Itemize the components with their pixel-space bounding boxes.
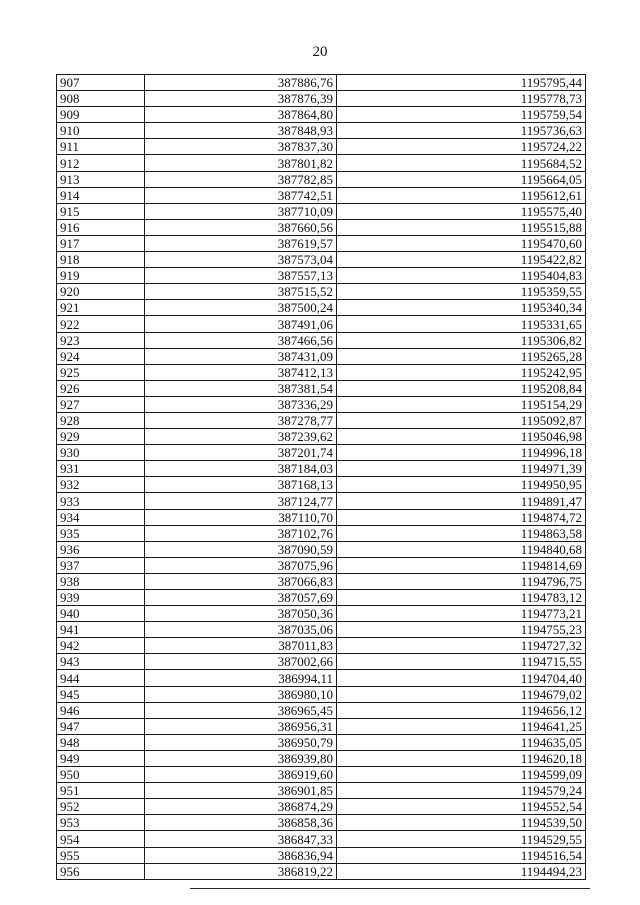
table-row: [57, 541, 586, 557]
y-coordinate-cell: 1194996,18: [337, 445, 586, 461]
x-coordinate-cell: 387002,66: [145, 654, 337, 670]
table-row: [57, 670, 586, 686]
y-coordinate-cell: 1194656,12: [337, 702, 586, 718]
table-row: [57, 268, 586, 284]
y-coordinate-cell: 1195208,84: [337, 380, 586, 396]
point-number-cell: 916: [57, 219, 145, 235]
table-row: [57, 123, 586, 139]
x-coordinate-cell: 387011,83: [145, 638, 337, 654]
table-row: [57, 252, 586, 268]
y-coordinate-cell: 1195795,44: [337, 75, 586, 91]
table-row: [57, 654, 586, 670]
x-coordinate-cell: 386956,31: [145, 718, 337, 734]
coordinates-table-body: [57, 75, 586, 880]
x-coordinate-cell: 386950,79: [145, 734, 337, 750]
y-coordinate-cell: 1194863,58: [337, 525, 586, 541]
x-coordinate-cell: 387864,80: [145, 107, 337, 123]
x-coordinate-cell: 387515,52: [145, 284, 337, 300]
x-coordinate-cell: 387660,56: [145, 219, 337, 235]
point-number-cell: 944: [57, 670, 145, 686]
x-coordinate-cell: 387491,06: [145, 316, 337, 332]
point-number-cell: 917: [57, 235, 145, 251]
table-row: [57, 300, 586, 316]
table-row: [57, 622, 586, 638]
table-row: [57, 750, 586, 766]
x-coordinate-cell: 387848,93: [145, 123, 337, 139]
point-number-cell: 936: [57, 541, 145, 557]
table-row: [57, 573, 586, 589]
point-number-cell: 956: [57, 863, 145, 879]
y-coordinate-cell: 1195404,83: [337, 268, 586, 284]
y-coordinate-cell: 1194599,09: [337, 767, 586, 783]
table-row: [57, 831, 586, 847]
y-coordinate-cell: 1194814,69: [337, 557, 586, 573]
point-number-cell: 922: [57, 316, 145, 332]
point-number-cell: 913: [57, 171, 145, 187]
point-number-cell: 911: [57, 139, 145, 155]
point-number-cell: 924: [57, 348, 145, 364]
x-coordinate-cell: 387710,09: [145, 203, 337, 219]
y-coordinate-cell: 1194796,75: [337, 573, 586, 589]
table-row: [57, 75, 586, 91]
table-row: [57, 767, 586, 783]
table-row: [57, 155, 586, 171]
point-number-cell: 923: [57, 332, 145, 348]
table-row: [57, 107, 586, 123]
point-number-cell: 930: [57, 445, 145, 461]
y-coordinate-cell: 1195515,88: [337, 219, 586, 235]
y-coordinate-cell: 1195359,55: [337, 284, 586, 300]
point-number-cell: 910: [57, 123, 145, 139]
x-coordinate-cell: 387278,77: [145, 412, 337, 428]
table-row: [57, 638, 586, 654]
table-row: [57, 557, 586, 573]
x-coordinate-cell: 387500,24: [145, 300, 337, 316]
x-coordinate-cell: 387782,85: [145, 171, 337, 187]
y-coordinate-cell: 1194635,05: [337, 734, 586, 750]
point-number-cell: 933: [57, 493, 145, 509]
x-coordinate-cell: 386847,33: [145, 831, 337, 847]
x-coordinate-cell: 387431,09: [145, 348, 337, 364]
x-coordinate-cell: 386919,60: [145, 767, 337, 783]
table-row: [57, 445, 586, 461]
table-row: [57, 380, 586, 396]
footer-rule: [190, 888, 590, 889]
x-coordinate-cell: 386858,36: [145, 815, 337, 831]
table-row: [57, 509, 586, 525]
x-coordinate-cell: 387239,62: [145, 429, 337, 445]
coordinates-table: [56, 74, 586, 880]
table-row: [57, 734, 586, 750]
y-coordinate-cell: 1194641,25: [337, 718, 586, 734]
y-coordinate-cell: 1194874,72: [337, 509, 586, 525]
x-coordinate-cell: 386901,85: [145, 783, 337, 799]
point-number-cell: 943: [57, 654, 145, 670]
y-coordinate-cell: 1194727,32: [337, 638, 586, 654]
point-number-cell: 926: [57, 380, 145, 396]
x-coordinate-cell: 387619,57: [145, 235, 337, 251]
point-number-cell: 947: [57, 718, 145, 734]
y-coordinate-cell: 1195306,82: [337, 332, 586, 348]
point-number-cell: 939: [57, 590, 145, 606]
y-coordinate-cell: 1195265,28: [337, 348, 586, 364]
x-coordinate-cell: 387124,77: [145, 493, 337, 509]
y-coordinate-cell: 1195340,34: [337, 300, 586, 316]
table-row: [57, 364, 586, 380]
y-coordinate-cell: 1194539,50: [337, 815, 586, 831]
y-coordinate-cell: 1195778,73: [337, 91, 586, 107]
table-row: [57, 91, 586, 107]
y-coordinate-cell: 1195092,87: [337, 412, 586, 428]
point-number-cell: 925: [57, 364, 145, 380]
point-number-cell: 942: [57, 638, 145, 654]
y-coordinate-cell: 1194679,02: [337, 686, 586, 702]
table-row: [57, 332, 586, 348]
point-number-cell: 937: [57, 557, 145, 573]
y-coordinate-cell: 1194529,55: [337, 831, 586, 847]
point-number-cell: 909: [57, 107, 145, 123]
table-row: [57, 348, 586, 364]
point-number-cell: 946: [57, 702, 145, 718]
page-number: 20: [312, 44, 328, 60]
x-coordinate-cell: 386939,80: [145, 750, 337, 766]
table-row: [57, 477, 586, 493]
x-coordinate-cell: 387035,06: [145, 622, 337, 638]
x-coordinate-cell: 387557,13: [145, 268, 337, 284]
x-coordinate-cell: 386994,11: [145, 670, 337, 686]
x-coordinate-cell: 387184,03: [145, 461, 337, 477]
y-coordinate-cell: 1194950,95: [337, 477, 586, 493]
table-row: [57, 847, 586, 863]
x-coordinate-cell: 386836,94: [145, 847, 337, 863]
table-row: [57, 219, 586, 235]
y-coordinate-cell: 1195046,98: [337, 429, 586, 445]
x-coordinate-cell: 387102,76: [145, 525, 337, 541]
x-coordinate-cell: 387412,13: [145, 364, 337, 380]
point-number-cell: 935: [57, 525, 145, 541]
y-coordinate-cell: 1195331,65: [337, 316, 586, 332]
table-row: [57, 686, 586, 702]
point-number-cell: 951: [57, 783, 145, 799]
point-number-cell: 919: [57, 268, 145, 284]
table-row: [57, 284, 586, 300]
x-coordinate-cell: 387110,70: [145, 509, 337, 525]
point-number-cell: 948: [57, 734, 145, 750]
x-coordinate-cell: 387466,56: [145, 332, 337, 348]
point-number-cell: 914: [57, 187, 145, 203]
point-number-cell: 921: [57, 300, 145, 316]
x-coordinate-cell: 387801,82: [145, 155, 337, 171]
y-coordinate-cell: 1195684,52: [337, 155, 586, 171]
table-row: [57, 171, 586, 187]
x-coordinate-cell: 387090,59: [145, 541, 337, 557]
table-row: [57, 493, 586, 509]
x-coordinate-cell: 387573,04: [145, 252, 337, 268]
table-row: [57, 316, 586, 332]
point-number-cell: 949: [57, 750, 145, 766]
y-coordinate-cell: 1194516,54: [337, 847, 586, 863]
y-coordinate-cell: 1195612,61: [337, 187, 586, 203]
y-coordinate-cell: 1194620,18: [337, 750, 586, 766]
point-number-cell: 954: [57, 831, 145, 847]
table-row: [57, 412, 586, 428]
x-coordinate-cell: 387837,30: [145, 139, 337, 155]
x-coordinate-cell: 386874,29: [145, 799, 337, 815]
y-coordinate-cell: 1194971,39: [337, 461, 586, 477]
table-row: [57, 718, 586, 734]
x-coordinate-cell: 386819,22: [145, 863, 337, 879]
y-coordinate-cell: 1194579,24: [337, 783, 586, 799]
x-coordinate-cell: 387050,36: [145, 606, 337, 622]
point-number-cell: 953: [57, 815, 145, 831]
y-coordinate-cell: 1194494,23: [337, 863, 586, 879]
point-number-cell: 918: [57, 252, 145, 268]
y-coordinate-cell: 1195759,54: [337, 107, 586, 123]
y-coordinate-cell: 1195664,05: [337, 171, 586, 187]
table-row: [57, 525, 586, 541]
point-number-cell: 934: [57, 509, 145, 525]
y-coordinate-cell: 1195242,95: [337, 364, 586, 380]
point-number-cell: 950: [57, 767, 145, 783]
x-coordinate-cell: 386965,45: [145, 702, 337, 718]
point-number-cell: 927: [57, 396, 145, 412]
point-number-cell: 908: [57, 91, 145, 107]
x-coordinate-cell: 387075,96: [145, 557, 337, 573]
table-row: [57, 139, 586, 155]
x-coordinate-cell: 387336,29: [145, 396, 337, 412]
y-coordinate-cell: 1194715,55: [337, 654, 586, 670]
x-coordinate-cell: 387886,76: [145, 75, 337, 91]
table-row: [57, 461, 586, 477]
y-coordinate-cell: 1195736,63: [337, 123, 586, 139]
table-row: [57, 815, 586, 831]
x-coordinate-cell: 387742,51: [145, 187, 337, 203]
point-number-cell: 929: [57, 429, 145, 445]
table-row: [57, 606, 586, 622]
point-number-cell: 931: [57, 461, 145, 477]
point-number-cell: 945: [57, 686, 145, 702]
point-number-cell: 915: [57, 203, 145, 219]
y-coordinate-cell: 1194552,54: [337, 799, 586, 815]
x-coordinate-cell: 386980,10: [145, 686, 337, 702]
y-coordinate-cell: 1195724,22: [337, 139, 586, 155]
y-coordinate-cell: 1194704,40: [337, 670, 586, 686]
table-row: [57, 799, 586, 815]
x-coordinate-cell: 387381,54: [145, 380, 337, 396]
table-row: [57, 783, 586, 799]
point-number-cell: 938: [57, 573, 145, 589]
table-row: [57, 702, 586, 718]
point-number-cell: 940: [57, 606, 145, 622]
y-coordinate-cell: 1195575,40: [337, 203, 586, 219]
point-number-cell: 912: [57, 155, 145, 171]
y-coordinate-cell: 1195422,82: [337, 252, 586, 268]
table-row: [57, 863, 586, 879]
point-number-cell: 952: [57, 799, 145, 815]
point-number-cell: 907: [57, 75, 145, 91]
y-coordinate-cell: 1195154,29: [337, 396, 586, 412]
point-number-cell: 955: [57, 847, 145, 863]
y-coordinate-cell: 1194891,47: [337, 493, 586, 509]
y-coordinate-cell: 1194755,23: [337, 622, 586, 638]
x-coordinate-cell: 387057,69: [145, 590, 337, 606]
table-row: [57, 429, 586, 445]
x-coordinate-cell: 387201,74: [145, 445, 337, 461]
x-coordinate-cell: 387168,13: [145, 477, 337, 493]
point-number-cell: 920: [57, 284, 145, 300]
point-number-cell: 932: [57, 477, 145, 493]
table-row: [57, 187, 586, 203]
point-number-cell: 941: [57, 622, 145, 638]
y-coordinate-cell: 1194773,21: [337, 606, 586, 622]
y-coordinate-cell: 1194840,68: [337, 541, 586, 557]
table-row: [57, 396, 586, 412]
point-number-cell: 928: [57, 412, 145, 428]
x-coordinate-cell: 387876,39: [145, 91, 337, 107]
y-coordinate-cell: 1194783,12: [337, 590, 586, 606]
table-row: [57, 203, 586, 219]
x-coordinate-cell: 387066,83: [145, 573, 337, 589]
y-coordinate-cell: 1195470,60: [337, 235, 586, 251]
table-row: [57, 590, 586, 606]
table-row: [57, 235, 586, 251]
